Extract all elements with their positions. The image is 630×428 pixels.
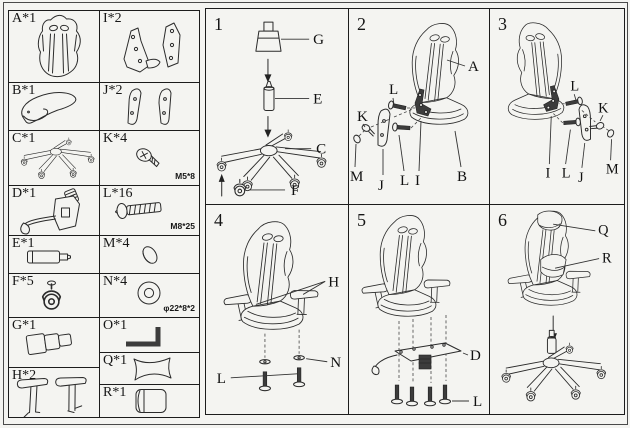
chair-with-armrests-drawing xyxy=(224,222,320,330)
part-code-c: C*1 xyxy=(12,131,36,146)
part-code-l: L*16 xyxy=(103,186,133,201)
callout-c: C xyxy=(316,141,327,158)
step-6-illustration xyxy=(490,205,624,414)
callout-i: I xyxy=(545,165,551,182)
part-code-h: H*2 xyxy=(12,368,37,383)
callout-k: K xyxy=(357,109,368,125)
step-5-number: 5 xyxy=(357,210,366,230)
cap-drawing xyxy=(352,134,361,144)
step-2-number: 2 xyxy=(357,14,366,34)
step-3-number: 3 xyxy=(498,14,507,34)
step-2-illustration xyxy=(349,9,489,204)
base-assembly-drawing xyxy=(502,330,606,401)
base-drawing xyxy=(217,130,326,191)
bolt-drawing xyxy=(425,387,436,406)
step-2 xyxy=(349,9,490,205)
bolt-drawing xyxy=(294,368,305,387)
part-code-n: N*4 xyxy=(103,274,128,289)
callout-e: E xyxy=(313,91,323,108)
part-cell-b xyxy=(9,83,99,131)
callout-b: B xyxy=(457,169,468,185)
parts-list xyxy=(8,10,200,418)
callout-l2: L xyxy=(400,173,410,189)
assembly-steps xyxy=(205,8,625,415)
part-cell-n xyxy=(100,274,199,318)
callout-q: Q xyxy=(598,222,609,239)
parts-column-2 xyxy=(100,11,199,417)
screw-drawing xyxy=(590,121,605,133)
assembled-chair-drawing xyxy=(508,211,592,305)
callout-l2: L xyxy=(561,165,571,182)
mechanism-drawing xyxy=(372,343,461,375)
part-code-k: K*4 xyxy=(103,131,128,146)
callout-a: A xyxy=(468,59,479,75)
part-cell-l xyxy=(100,186,199,236)
part-cell-a xyxy=(9,11,99,83)
callout-l: L xyxy=(389,82,399,98)
part-cell-m xyxy=(100,236,199,274)
step-3-illustration xyxy=(490,9,624,204)
bolt-drawing xyxy=(407,387,418,406)
part-code-d: D*1 xyxy=(12,186,37,201)
part-cell-r xyxy=(100,385,199,417)
part-code-m: M*4 xyxy=(103,236,130,251)
part-cell-e xyxy=(9,236,99,274)
part-code-r: R*1 xyxy=(103,385,127,400)
bolt-drawing xyxy=(388,101,407,112)
step-5 xyxy=(349,205,490,414)
callout-r: R xyxy=(601,250,612,267)
step-4-number: 4 xyxy=(214,210,223,230)
part-cell-f xyxy=(9,274,99,318)
gas-lift-drawing xyxy=(264,81,274,110)
part-code-f: F*5 xyxy=(12,274,34,289)
callout-d: D xyxy=(470,348,481,364)
step-6-number: 6 xyxy=(498,210,507,230)
part-code-o: O*1 xyxy=(103,318,128,333)
bolt-drawing xyxy=(563,118,580,127)
callout-l: L xyxy=(473,394,483,410)
part-cell-d xyxy=(9,186,99,236)
step-4 xyxy=(206,205,349,414)
part-cell-q xyxy=(100,353,199,385)
callout-m: M xyxy=(605,161,619,178)
part-cell-o xyxy=(100,318,199,353)
bolt-drawing xyxy=(440,385,451,404)
chair-with-armrests-drawing xyxy=(362,215,452,316)
callout-l: L xyxy=(216,370,226,387)
step-6 xyxy=(490,205,624,414)
step-5-illustration xyxy=(349,205,489,414)
part-cell-h xyxy=(9,368,99,417)
headrest-pillow-drawing xyxy=(538,211,562,230)
callout-i: I xyxy=(415,173,420,189)
parts-column-1 xyxy=(9,11,100,417)
part-cell-i xyxy=(100,11,199,83)
bolt-drawing xyxy=(392,385,403,404)
lumbar-cushion-drawing xyxy=(541,255,566,278)
callout-n: N xyxy=(330,354,342,371)
side-cover-drawing xyxy=(579,105,590,141)
part-spec-k: M5*8 xyxy=(175,171,195,181)
callout-m: M xyxy=(350,169,364,185)
callout-j: J xyxy=(378,178,384,194)
part-code-j: J*2 xyxy=(103,83,123,98)
callout-f: F xyxy=(291,182,300,199)
part-cell-j xyxy=(100,83,199,131)
callout-g: G xyxy=(313,32,325,49)
screw-drawing xyxy=(361,123,377,136)
part-code-q: Q*1 xyxy=(103,353,128,368)
part-code-g: G*1 xyxy=(12,318,37,333)
part-code-b: B*1 xyxy=(12,83,36,98)
part-code-a: A*1 xyxy=(12,11,37,26)
callout-j: J xyxy=(578,170,584,187)
part-cell-c xyxy=(9,131,99,186)
step-1 xyxy=(206,9,349,205)
side-cover-drawing xyxy=(378,109,390,146)
step-1-number: 1 xyxy=(214,14,223,34)
callout-h: H xyxy=(328,274,340,291)
bolt-drawing xyxy=(392,123,410,132)
callout-l: L xyxy=(570,78,580,95)
bolt-drawing xyxy=(259,372,270,391)
cylinder-cover-drawing xyxy=(256,22,281,51)
part-spec-l: M8*25 xyxy=(170,221,195,231)
part-spec-n: φ22*8*2 xyxy=(163,303,195,313)
washer-drawing xyxy=(260,356,305,364)
step-4-illustration xyxy=(206,205,348,414)
step-1-illustration xyxy=(206,9,348,204)
part-cell-g xyxy=(9,318,99,368)
callout-k: K xyxy=(598,100,609,117)
part-code-e: E*1 xyxy=(12,236,35,251)
step-3 xyxy=(490,9,624,205)
part-code-i: I*2 xyxy=(103,11,122,26)
part-cell-k xyxy=(100,131,199,186)
